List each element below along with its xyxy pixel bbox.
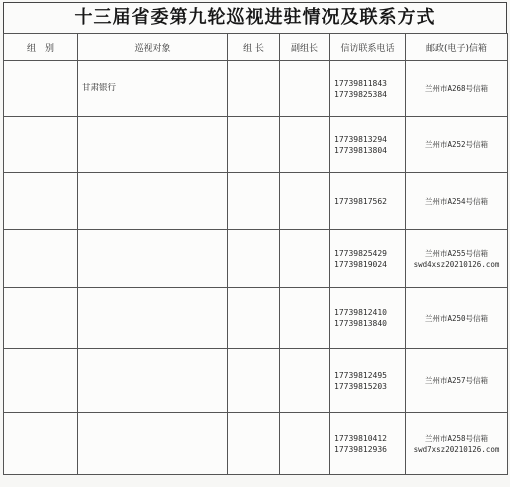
mailbox-info: 兰州市A255号信箱 swd4xsz20210126.com bbox=[406, 230, 508, 288]
header-leader: 组 长 bbox=[228, 34, 280, 61]
contact-phones: 17739817562 bbox=[330, 173, 406, 230]
group-name bbox=[4, 173, 78, 230]
table-row bbox=[4, 230, 508, 288]
header-units: 巡视对象 bbox=[78, 34, 228, 61]
header-phone: 信访联系电话 bbox=[330, 34, 406, 61]
deputy-leaders bbox=[280, 61, 330, 117]
table-row bbox=[4, 413, 508, 475]
inspected-units bbox=[78, 413, 228, 475]
deputy-leaders bbox=[280, 117, 330, 173]
group-name bbox=[4, 413, 78, 475]
contact-phones: 17739810412 17739812936 bbox=[330, 413, 406, 475]
document-title: 十三届省委第九轮巡视进驻情况及联系方式 bbox=[3, 2, 507, 33]
group-name bbox=[4, 349, 78, 413]
group-leader bbox=[228, 117, 280, 173]
table-row bbox=[4, 117, 508, 173]
table-row bbox=[4, 61, 508, 117]
table-row bbox=[4, 288, 508, 349]
group-name bbox=[4, 288, 78, 349]
group-leader bbox=[228, 230, 280, 288]
table-row bbox=[4, 173, 508, 230]
header-mail: 邮政(电子)信箱 bbox=[406, 34, 508, 61]
header-group: 组 别 bbox=[4, 34, 78, 61]
group-name bbox=[4, 117, 78, 173]
group-name bbox=[4, 61, 78, 117]
contact-phones: 17739813294 17739813804 bbox=[330, 117, 406, 173]
contact-phones: 17739811843 17739825384 bbox=[330, 61, 406, 117]
deputy-leaders bbox=[280, 413, 330, 475]
deputy-leaders bbox=[280, 173, 330, 230]
group-leader bbox=[228, 413, 280, 475]
inspection-contact-table bbox=[3, 33, 508, 475]
mailbox-info: 兰州市A258号信箱 swd7xsz20210126.com bbox=[406, 413, 508, 475]
inspected-units bbox=[78, 117, 228, 173]
deputy-leaders bbox=[280, 349, 330, 413]
table-header-row bbox=[4, 34, 508, 61]
mailbox-info: 兰州市A254号信箱 bbox=[406, 173, 508, 230]
header-deputy: 副组长 bbox=[280, 34, 330, 61]
table-row bbox=[4, 349, 508, 413]
contact-phones: 17739812410 17739813840 bbox=[330, 288, 406, 349]
contact-phones: 17739825429 17739819024 bbox=[330, 230, 406, 288]
group-name bbox=[4, 230, 78, 288]
group-leader bbox=[228, 288, 280, 349]
inspected-units: 甘肃银行 bbox=[78, 61, 228, 117]
inspected-units bbox=[78, 230, 228, 288]
mailbox-info: 兰州市A268号信箱 bbox=[406, 61, 508, 117]
deputy-leaders bbox=[280, 230, 330, 288]
group-leader bbox=[228, 173, 280, 230]
group-leader bbox=[228, 349, 280, 413]
inspected-units bbox=[78, 288, 228, 349]
deputy-leaders bbox=[280, 288, 330, 349]
mailbox-info: 兰州市A257号信箱 bbox=[406, 349, 508, 413]
group-leader bbox=[228, 61, 280, 117]
mailbox-info: 兰州市A252号信箱 bbox=[406, 117, 508, 173]
mailbox-info: 兰州市A250号信箱 bbox=[406, 288, 508, 349]
inspected-units bbox=[78, 173, 228, 230]
contact-phones: 17739812495 17739815203 bbox=[330, 349, 406, 413]
inspected-units bbox=[78, 349, 228, 413]
